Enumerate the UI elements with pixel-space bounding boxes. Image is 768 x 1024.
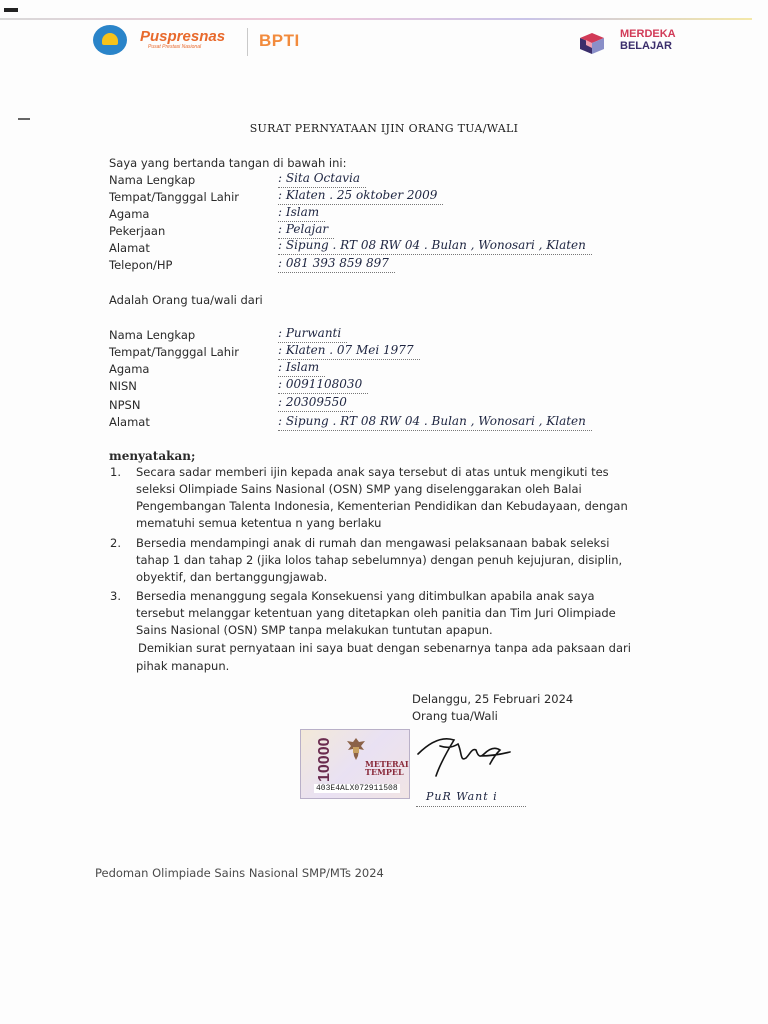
- item-1-number: 1.: [110, 465, 121, 479]
- bpti-logo: BPTI: [259, 31, 300, 50]
- parent-label-religion: Agama: [109, 207, 150, 221]
- item-3-line-2: tersebut melanggar ketentuan yang ditetapkan oleh panitia dan Tim Juri Olimpiade: [136, 606, 616, 620]
- child-value-nisn: : 0091108030: [278, 376, 368, 394]
- page-footer: Pedoman Olimpiade Sains Nasional SMP/MTs 2024: [95, 866, 384, 880]
- stamp-serial: 403E4ALX072911508: [316, 784, 398, 793]
- meterai-stamp: [300, 729, 410, 799]
- merdeka-logo-line2: BELAJAR: [620, 40, 672, 52]
- puspresnas-logo: Puspresnas: [140, 28, 226, 45]
- item-3-line-1: Bersedia menanggung segala Konsekuensi yang ditimbulkan apabila anak saya: [136, 589, 595, 603]
- stamp-nominal: 10000: [316, 737, 333, 783]
- item-2-line-3: obyektif, dan bertanggungjawab.: [136, 570, 328, 584]
- signer-role: Orang tua/Wali: [412, 709, 498, 723]
- parent-label-birth: Tempat/Tangggal Lahir: [109, 190, 239, 204]
- parent-value-phone: : 081 393 859 897: [278, 255, 395, 273]
- puspresnas-tagline: Pusat Prestasi Nasional: [148, 44, 202, 50]
- stamp-text-2: TEMPEL: [365, 767, 404, 777]
- parent-label-phone: Telepon/HP: [109, 258, 173, 272]
- item-2-line-1: Bersedia mendampingi anak di rumah dan mengawasi pelaksanaan babak seleksi: [136, 536, 610, 550]
- child-value-npsn: : 20309550: [278, 394, 353, 412]
- parent-value-address: : Sipung . RT 08 RW 04 . Bulan , Wonosari , Klaten: [278, 237, 592, 255]
- closing-line-1: Demikian surat pernyataan ini saya buat dengan sebenarnya tanpa ada paksaan dari: [138, 641, 631, 655]
- parent-label-job: Pekerjaan: [109, 224, 166, 238]
- signer-name: PuR Want i: [426, 790, 498, 803]
- item-1-line-3: Pengembangan Talenta Indonesia, Kementerian Pendidikan dan Kebudayaan, dengan: [136, 499, 628, 513]
- header-color-bar: [0, 18, 752, 20]
- child-label-religion: Agama: [109, 362, 150, 376]
- merdeka-belajar-cube-icon: [578, 31, 606, 55]
- scan-corner-mark: [4, 8, 18, 12]
- item-1-line-2: seleksi Olimpiade Sains Nasional (OSN) SMP yang diselenggarakan oleh Balai: [136, 482, 582, 496]
- child-value-birth: : Klaten . 07 Mei 1977: [278, 342, 420, 360]
- child-value-religion: : Islam: [278, 359, 325, 377]
- child-label-address: Alamat: [109, 415, 150, 429]
- parent-label-address: Alamat: [109, 241, 150, 255]
- document-title: SURAT PERNYATAAN IJIN ORANG TUA/WALI: [249, 122, 519, 135]
- stamp-text-1: METERAI: [365, 759, 409, 769]
- intro-text: Saya yang bertanda tangan di bawah ini:: [109, 156, 347, 170]
- item-2-line-2: tahap 1 dan tahap 2 (jika lolos tahap sebelumnya) dengan penuh kejujuran, disiplin,: [136, 553, 623, 567]
- tut-wuri-handayani-logo-icon: [93, 25, 127, 55]
- parent-value-religion: : Islam: [278, 204, 325, 222]
- logo-divider: [247, 28, 248, 56]
- handwritten-signature: [410, 724, 518, 784]
- child-value-name: : Purwanti: [278, 325, 347, 343]
- parent-value-job: : Pelajar: [278, 221, 334, 239]
- stamp-meterai-label: [365, 760, 409, 776]
- merdeka-logo-line1: MERDEKA: [620, 28, 676, 40]
- child-value-address: : Sipung . RT 08 RW 04 . Bulan , Wonosari , Klaten: [278, 413, 592, 431]
- statement-heading: menyatakan;: [109, 449, 196, 463]
- place-date: Delanggu, 25 Februari 2024: [412, 692, 574, 706]
- item-2-number: 2.: [110, 536, 121, 550]
- garuda-emblem-icon: [345, 736, 367, 762]
- signer-dotted-line: [416, 806, 526, 807]
- parent-value-birth: : Klaten . 25 oktober 2009: [278, 187, 443, 205]
- child-label-birth: Tempat/Tangggal Lahir: [109, 345, 239, 359]
- child-label-nisn: NISN: [109, 379, 137, 393]
- scan-margin-mark: [18, 118, 30, 120]
- parent-value-name: : Sita Octavia: [278, 170, 366, 188]
- closing-line-2: pihak manapun.: [136, 659, 230, 673]
- item-3-number: 3.: [110, 589, 121, 603]
- child-label-npsn: NPSN: [109, 398, 141, 412]
- merdeka-belajar-logo: [620, 28, 676, 52]
- item-3-line-3: Sains Nasional (OSN) SMP tanpa melakukan tuntutan apapun.: [136, 623, 493, 637]
- child-label-name: Nama Lengkap: [109, 328, 196, 342]
- item-1-line-4: mematuhi semua ketentua n yang berlaku: [136, 516, 382, 530]
- item-1-line-1: Secara sadar memberi ijin kepada anak saya tersebut di atas untuk mengikuti tes: [136, 465, 609, 479]
- parent-label-name: Nama Lengkap: [109, 173, 196, 187]
- child-intro-text: Adalah Orang tua/wali dari: [109, 293, 263, 307]
